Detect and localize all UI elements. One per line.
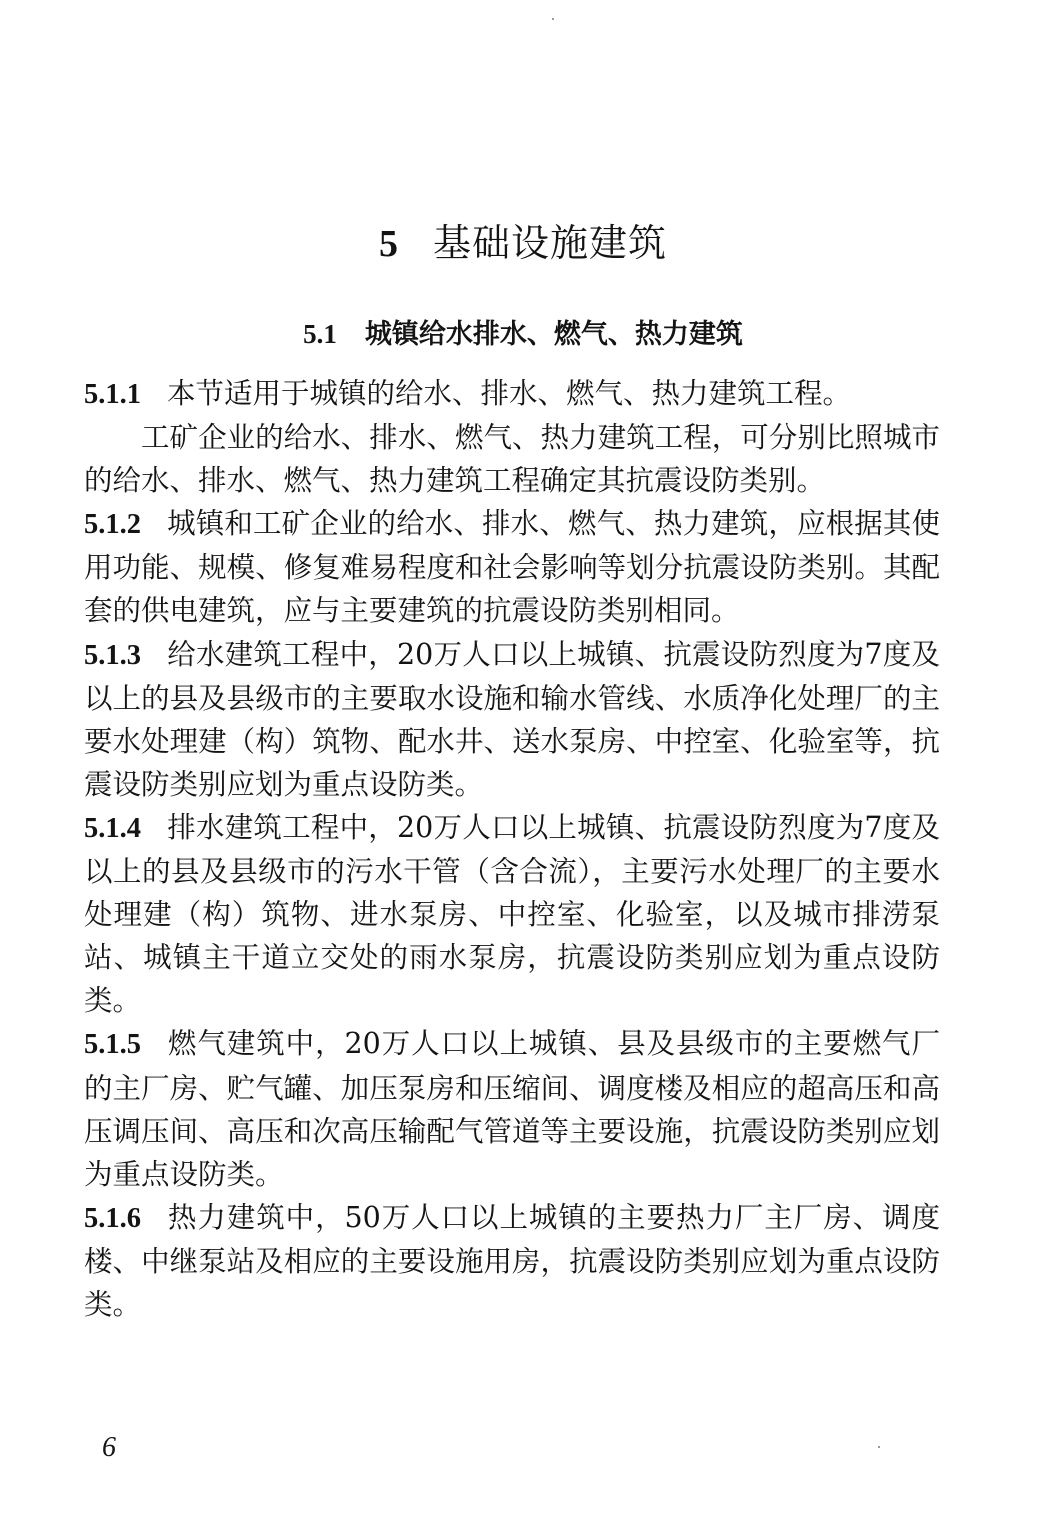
page-number: 6: [102, 1432, 116, 1463]
clause-number: 5.1.1: [84, 379, 141, 410]
section-number: 5.1: [303, 319, 337, 349]
clause-list: [84, 372, 940, 1326]
clause-text: 工矿企业的给水、排水、燃气、热力建筑工程，可分别比照城市的给水、排水、燃气、热力建筑工程确定其抗震设防类别。: [84, 421, 940, 498]
clause-5-1-3: [84, 633, 940, 806]
clause-5-1-1-paragraph-2: [84, 416, 940, 502]
scan-speck: [552, 18, 554, 20]
clause-text: 城镇和工矿企业的给水、排水、燃气、热力建筑，应根据其使用功能、规模、修复难易程度和社会影响等划分抗震设防类别。其配套的供电建筑，应与主要建筑的抗震设防类别相同。: [84, 507, 940, 628]
section-heading: [0, 312, 1046, 351]
clause-text: 给水建筑工程中，20万人口以上城镇、抗震设防烈度为7度及以上的县及县级市的主要取水设施和输水管线、水质净化处理厂的主要水处理建（构）筑物、配水井、送水泵房、中控室、化验室等，抗震设防类别应划为重点设防类。: [84, 637, 940, 801]
clause-number: 5.1.2: [84, 509, 141, 541]
chapter-heading: [0, 212, 1046, 267]
clause-number: 5.1.4: [84, 812, 141, 844]
clause-5-1-6: [84, 1196, 940, 1326]
scan-speck: [878, 1446, 880, 1448]
clause-number: 5.1.6: [84, 1202, 141, 1234]
clause-text: 热力建筑中，50万人口以上城镇的主要热力厂主厂房、调度楼、中继泵站及相应的主要设施用房，抗震设防类别应划为重点设防类。: [84, 1200, 940, 1321]
clause-text: 排水建筑工程中，20万人口以上城镇、抗震设防烈度为7度及以上的县及县级市的污水干管（含合流），主要污水处理厂的主要水处理建（构）筑物、进水泵房、中控室、化验室，以及城市排涝泵站、城镇主干道立交处的雨水泵房，抗震设防类别应划为重点设防类。: [84, 810, 940, 1018]
clause-5-1-2: [84, 502, 940, 632]
clause-text: 燃气建筑中，20万人口以上城镇、县及县级市的主要燃气厂的主厂房、贮气罐、加压泵房和压缩间、调度楼及相应的超高压和高压调压间、高压和次高压输配气管道等主要设施，抗震设防类别应划为重点设防类。: [84, 1027, 940, 1191]
clause-5-1-5: [84, 1022, 940, 1195]
chapter-title-text: 基础设施建筑: [432, 221, 667, 265]
clause-5-1-1: [84, 372, 940, 416]
section-title-text: 城镇给水排水、燃气、热力建筑: [364, 319, 743, 350]
clause-5-1-4: [84, 806, 940, 1022]
clause-number: 5.1.3: [84, 639, 141, 671]
chapter-number: 5: [378, 223, 399, 265]
clause-text: 本节适用于城镇的给水、排水、燃气、热力建筑工程。: [167, 377, 852, 410]
clause-number: 5.1.5: [84, 1029, 141, 1061]
